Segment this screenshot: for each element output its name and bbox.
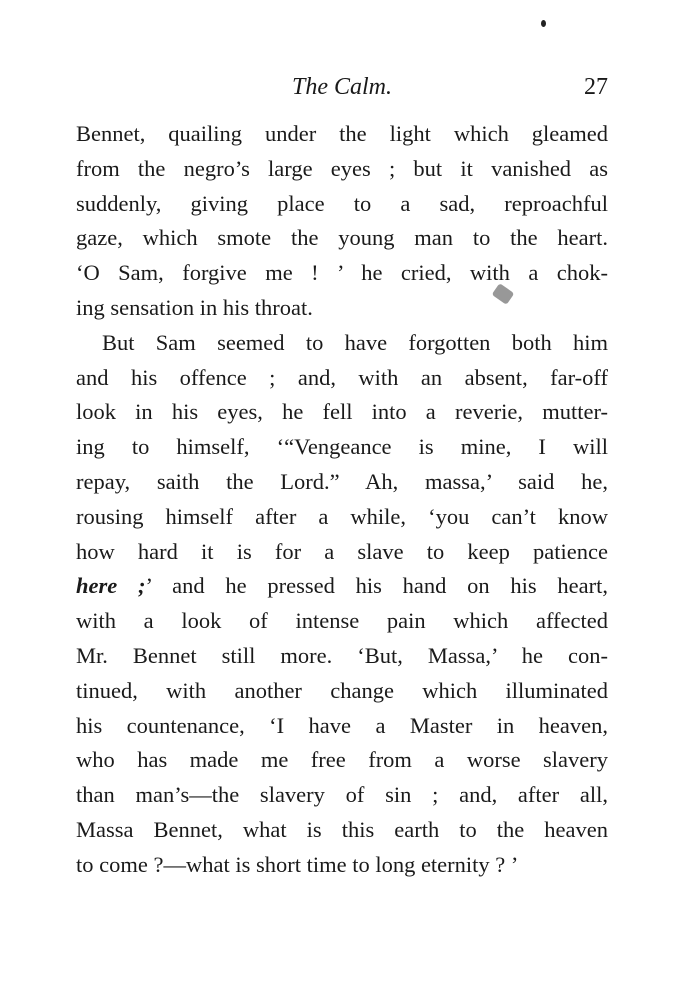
text-line: and his offence ; and, with an absent, far-off xyxy=(76,364,608,390)
text-line: than man’s—the slavery of sin ; and, after all, xyxy=(76,782,608,808)
text-line: how hard it is for a slave to keep patience xyxy=(76,538,608,564)
text-line: to come ?—what is short time to long eternity ? ’ xyxy=(76,851,519,877)
text-line: ing to himself, ‘“Vengeance is mine, I will xyxy=(76,434,608,460)
running-title: The Calm. xyxy=(291,74,392,100)
text-line: his countenance, ‘I have a Master in heaven, xyxy=(76,712,608,738)
ink-speck xyxy=(541,20,546,27)
text-line: repay, saith the Lord.” Ah, massa,’ said he, xyxy=(76,468,608,494)
text-line: Mr. Bennet still more. ‘But, Massa,’ he con- xyxy=(76,642,608,668)
text-line: with a look of intense pain which affected xyxy=(76,608,608,634)
text-line: who has made me free from a worse slavery xyxy=(76,747,608,773)
text-line: suddenly, giving place to a sad, reproachful xyxy=(76,190,608,216)
text-line-rest: ’ and he pressed his hand on his heart, xyxy=(145,573,608,599)
running-head xyxy=(76,70,608,104)
text-line: from the negro’s large eyes ; but it vanished as xyxy=(76,155,608,181)
text-line: Massa Bennet, what is this earth to the heaven xyxy=(76,816,608,842)
text-line: gaze, which smote the young man to the heart. xyxy=(76,225,608,251)
text-line: But Sam seemed to have forgotten both him xyxy=(102,329,608,355)
text-line: Bennet, quailing under the light which gleamed xyxy=(76,121,608,146)
emphasized-word: here ; xyxy=(76,573,146,599)
text-line: ‘O Sam, forgive me ! ’ he cried, with a chok- xyxy=(76,260,608,286)
body-text xyxy=(76,117,608,883)
page-number: 27 xyxy=(584,74,608,100)
text-line: ing sensation in his throat. xyxy=(76,294,313,320)
text-line: tinued, with another change which illuminated xyxy=(76,677,608,703)
text-line xyxy=(76,569,608,604)
text-line: rousing himself after a while, ‘you can’t know xyxy=(76,503,608,529)
text-line: look in his eyes, he fell into a reverie, mutter- xyxy=(76,399,608,425)
